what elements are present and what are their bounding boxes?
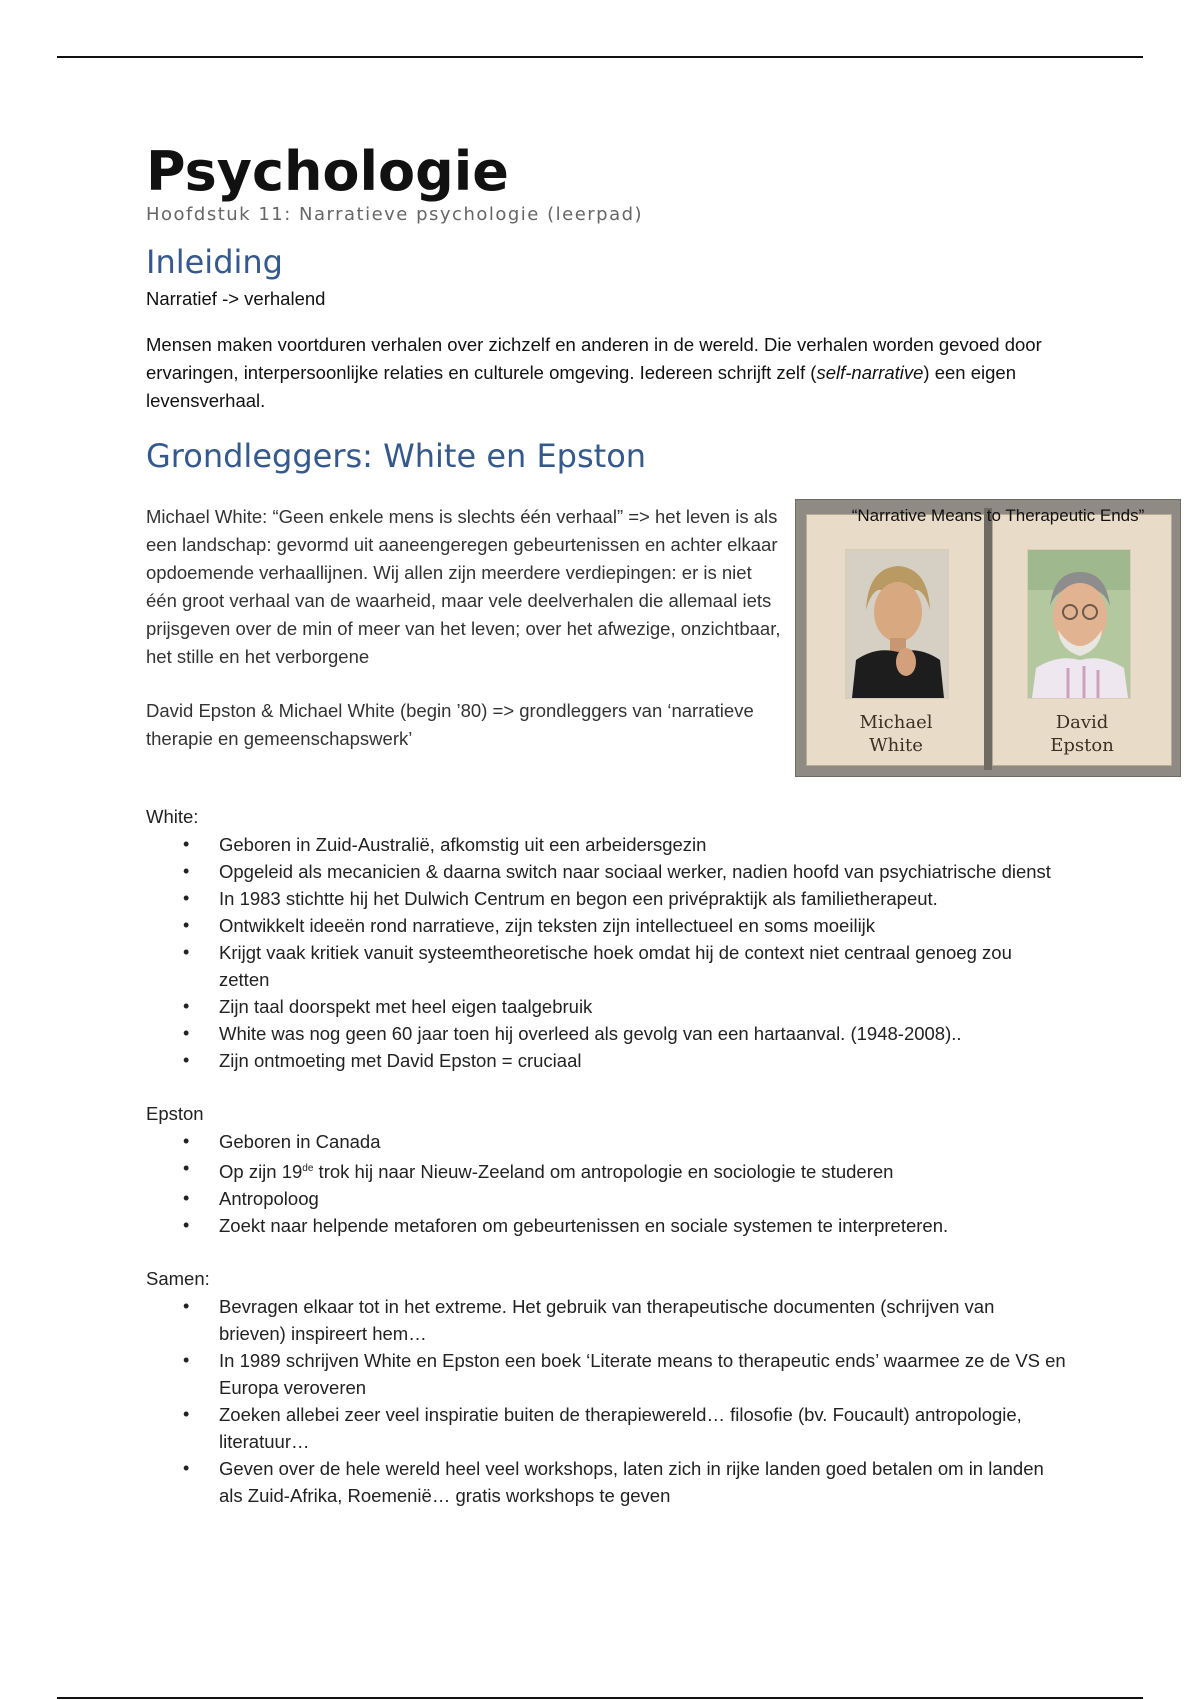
epston-label: Epston: [146, 1103, 204, 1124]
list-item: • Geboren in Zuid-Australië, afkomstig uit een arbeidersgezin: [146, 831, 1066, 858]
intro-line: Narratief -> verhalend: [146, 288, 326, 309]
david-epston-photo: [1027, 549, 1131, 699]
bottom-rule: [57, 1697, 1143, 1699]
intro-text-1: Mensen maken voortduren verhalen over zichzelf en anderen in de wereld. Die verhalen worden gevoed door ervaringen, interpersoonlijke relaties en culturele omgeving. Iedereen schrijft zelf (: [146, 334, 1042, 383]
heading-grondleggers: Grondleggers: White en Epston: [146, 437, 647, 475]
document-subtitle: Hoofdstuk 11: Narratieve psychologie (leerpad): [146, 204, 644, 225]
michael-white-photo: [845, 549, 949, 699]
list-item: [146, 1155, 1066, 1185]
list-item: • Opgeleid als mecanicien & daarna switch naar sociaal werker, nadien hoofd van psychiatrische dienst: [146, 858, 1066, 885]
founders-paragraph: David Epston & Michael White (begin ’80) => grondleggers van ‘narratieve therapie en gemeenschapswerk’: [146, 700, 754, 749]
list-item: • Geboren in Canada: [146, 1128, 1066, 1155]
heading-inleiding: Inleiding: [146, 243, 283, 281]
michael-white-caption: [807, 711, 985, 757]
list-item: • Ontwikkelt ideeën rond narratieve, zijn teksten zijn intellectueel en soms moeilijk: [146, 912, 1066, 939]
david-epston-caption: [993, 711, 1171, 757]
book-image: [795, 499, 1181, 777]
top-rule: [57, 56, 1143, 58]
list-item: • Zoekt naar helpende metaforen om gebeurtenissen en sociale systemen te interpreteren.: [146, 1212, 1066, 1239]
white-quote-paragraph: Michael White: “Geen enkele mens is slechts één verhaal” => het leven is als een landschap: gevormd uit aaneengeregen gebeurtenissen en achter elkaar opdoemende verhaallijnen. Wij allen zijn meerdere verdiepingen: er is niet één groot verhaal van de waarheid, maar vele deelverhalen die allemaal iets prijsgeven over de min of meer van het leven; over het afwezige, onzichtbaar, het stille en het verborgene: [146, 506, 781, 667]
list-item: • Krijgt vaak kritiek vanuit systeemtheoretische hoek omdat hij de context niet centraal genoeg zou zetten: [146, 939, 1066, 993]
founders-section: [146, 503, 1145, 793]
founders-text: [146, 503, 781, 753]
list-item: • In 1983 stichtte hij het Dulwich Centrum en begon een privépraktijk als familietherapeut.: [146, 885, 1066, 912]
document-title: Psychologie: [146, 140, 509, 203]
samen-list: [146, 1293, 1066, 1509]
epston-list: [146, 1128, 1066, 1239]
book-right-page: [992, 514, 1172, 766]
white-label: White:: [146, 806, 199, 827]
list-item-text: trok hij naar Nieuw-Zeeland om antropologie en sociologie te studeren: [313, 1161, 894, 1183]
page-content: [146, 140, 1145, 1509]
list-item: • Zoeken allebei zeer veel inspiratie buiten de therapiewereld… filosofie (bv. Foucault) antropologie, literatuur…: [146, 1401, 1066, 1455]
list-item: • Bevragen elkaar tot in het extreme. Het gebruik van therapeutische documenten (schrijven van brieven) inspireert hem…: [146, 1293, 1066, 1347]
list-item: • In 1989 schrijven White en Epston een boek ‘Literate means to therapeutic ends’ waarmee ze de VS en Europa veroveren: [146, 1347, 1066, 1401]
list-item: • Geven over de hele wereld heel veel workshops, laten zich in rijke landen goed betalen om in landen als Zuid-Afrika, Roemenië… gratis workshops te geven: [146, 1455, 1066, 1509]
list-item: • Antropoloog: [146, 1185, 1066, 1212]
intro-italic: self-narrative: [816, 362, 924, 383]
white-list: [146, 831, 1066, 1074]
list-item: • Zijn ontmoeting met David Epston = cruciaal: [146, 1047, 1066, 1074]
book-left-page: [806, 514, 986, 766]
list-item: • White was nog geen 60 jaar toen hij overleed als gevolg van een hartaanval. (1948-2008)..: [146, 1020, 1066, 1047]
intro-text-2: ) een eigen levensverhaal.: [146, 362, 1016, 411]
list-item: • Zijn taal doorspekt met heel eigen taalgebruik: [146, 993, 1066, 1020]
book-title: “Narrative Means to Therapeutic Ends”: [851, 506, 1145, 525]
caption-last-name: White: [869, 735, 923, 756]
list-item-text: Op zijn 19: [219, 1161, 303, 1183]
intro-paragraph: [146, 331, 1066, 415]
caption-first-name: Michael: [859, 712, 933, 733]
samen-label: Samen:: [146, 1268, 210, 1290]
ordinal-superscript: de: [302, 1163, 314, 1174]
caption-first-name: David: [1055, 712, 1109, 733]
book-spine: [984, 508, 992, 770]
caption-last-name: Epston: [1050, 735, 1114, 756]
